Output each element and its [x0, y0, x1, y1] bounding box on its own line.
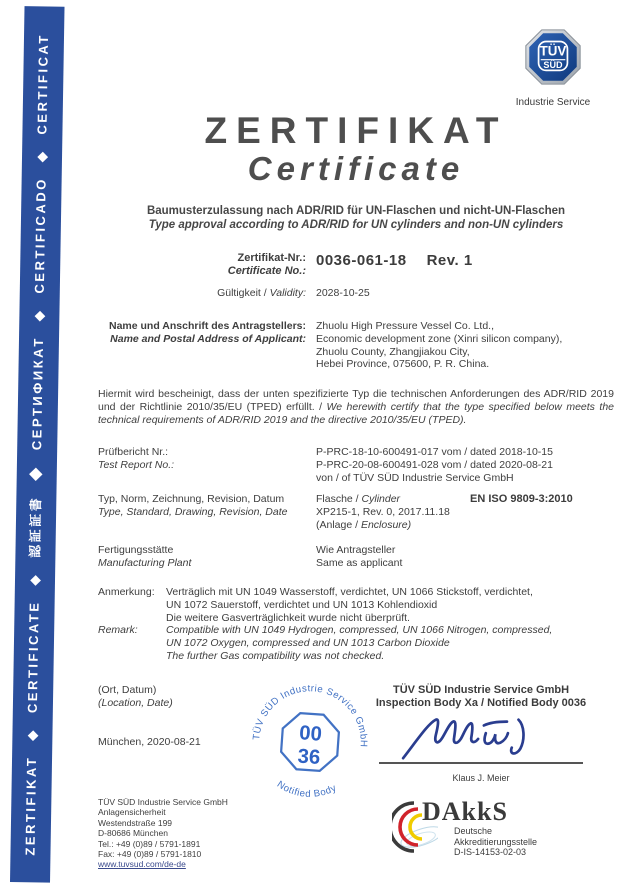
- certificate-number-label-de: Zertifikat-Nr.:: [237, 252, 306, 264]
- statement-german: Hiermit wird bescheinigt, dass der unten spezifizierte Typ die technischen Anforderungen des ADR/RID 2019 und der Richtlinie 2010/35/EU (TPED) erfüllt. /: [98, 388, 614, 413]
- certification-statement: [98, 388, 614, 427]
- issuer-address: [98, 797, 228, 870]
- remark-text-en: [166, 624, 614, 662]
- applicant-line: Zhuolu High Pressure Vessel Co. Ltd.,: [316, 320, 495, 332]
- certificate-revision: Rev. 1: [426, 252, 473, 269]
- validity-label: [98, 287, 306, 300]
- city-date: München, 2020-08-21: [98, 736, 201, 748]
- standard-reference: EN ISO 9809-3:2010: [470, 493, 573, 505]
- plant-label: [98, 544, 306, 570]
- applicant-line: Zhuolu County, Zhangjiakou City,: [316, 345, 470, 358]
- enclosure-de: (Anlage /: [316, 518, 361, 531]
- dakks-line: D-IS-14153-02-03: [454, 847, 527, 858]
- test-report-label-en: Test Report No.:: [98, 458, 175, 471]
- enclosure-en: Enclosure): [360, 518, 412, 531]
- logo-tuv-text: TÜV: [539, 43, 567, 59]
- dakks-line: Deutsche: [454, 826, 493, 836]
- plant-value-de: Wie Antragsteller: [316, 544, 396, 556]
- remark-line: UN 1072 Oxygen, compressed and UN 1013 Carbon Dioxide: [166, 637, 450, 650]
- side-band-text: ZERTIFIKAT ◆ CERTIFICATE ◆ 認証証書 ◆ СЕРТИФИКАТ ◆ CERTIFICADO ◆ CERTIFICAT: [22, 33, 52, 856]
- test-report-line: P-PRC-18-10-600491-017 vom / dated 2018-10-15: [316, 446, 553, 458]
- subtitle-english: Type approval according to ADR/RID for UN cylinders and non-UN cylinders: [148, 218, 564, 231]
- stamp-number-top: 00: [298, 722, 323, 746]
- type-drawing: XP215-1, Rev. 0, 2017.11.18: [316, 505, 450, 518]
- address-line: TÜV SÜD Industrie Service GmbH: [98, 797, 228, 807]
- location-date-de: (Ort, Datum): [98, 684, 157, 696]
- applicant-line: Economic development zone (Xinri silicon company),: [316, 332, 563, 345]
- type-value-de: Flasche /: [316, 493, 362, 505]
- certificate-side-band: [10, 6, 65, 883]
- type-value-en: Cylinder: [361, 493, 401, 505]
- remark-section: [98, 586, 614, 663]
- logo-sud-text: SÜD: [543, 60, 563, 71]
- remark-line: Verträglich mit UN 1049 Wasserstoff, verdichtet, UN 1066 Stickstoff, verdichtet,: [166, 586, 533, 598]
- certificate-body: [98, 0, 614, 890]
- certificate-number-label-en: Certificate No.:: [227, 265, 306, 277]
- remark-label-en: Remark:: [98, 624, 138, 637]
- validity-label-en: Validity:: [269, 287, 306, 299]
- test-report-values: [316, 446, 553, 484]
- plant-row: [98, 544, 614, 570]
- remark-line: Die weitere Gasverträglichkeit wurde nicht überprüft.: [166, 611, 410, 624]
- certificate-number-label: [98, 252, 306, 278]
- type-label-en: Type, Standard, Drawing, Revision, Date: [98, 505, 288, 518]
- signature-block: [375, 684, 587, 783]
- tuv-sud-logo: [503, 26, 603, 108]
- plant-values: [316, 544, 402, 570]
- remark-line: Compatible with UN 1049 Hydrogen, compressed, UN 1066 Nitrogen, compressed,: [166, 624, 553, 637]
- subtitle-german: Baumusterzulassung nach ADR/RID für UN-Flaschen und nicht-UN-Flaschen: [146, 205, 566, 217]
- remark-line: UN 1072 Sauerstoff, verdichtet und UN 1013 Kohlendioxid: [166, 598, 438, 611]
- statement-english: We herewith certify that the type specified below meets the technical requirements of ADR/RID 2019 and the directive 2010/35/EU (TPED).: [98, 401, 614, 426]
- title-english: Certificate: [247, 150, 465, 187]
- plant-label-en: Manufacturing Plant: [98, 556, 192, 569]
- plant-value-en: Same as applicant: [316, 556, 403, 569]
- logo-caption: Industrie Service: [515, 97, 591, 108]
- applicant-row: [98, 320, 614, 371]
- inspection-body-company: TÜV SÜD Industrie Service GmbH: [392, 684, 570, 696]
- address-line: Fax: +49 (0)89 / 5791-1810: [98, 849, 202, 860]
- title-german: ZERTIFIKAT: [204, 110, 508, 151]
- type-enclosure: [316, 519, 450, 532]
- validity-row: [98, 287, 614, 300]
- test-report-line: P-PRC-20-08-600491-028 vom / dated 2020-08-21: [316, 458, 553, 471]
- address-line: Westendstraße 199: [98, 817, 173, 828]
- subtitle: [98, 205, 614, 232]
- dakks-line: Akkreditierungsstelle: [454, 836, 538, 847]
- test-report-row: [98, 446, 614, 484]
- plant-label-de: Fertigungsstätte: [98, 544, 174, 556]
- stamp-icon: [240, 672, 381, 813]
- remark-text-de: [166, 586, 614, 624]
- validity-label-de: Gültigkeit /: [217, 287, 270, 299]
- stamp-ring-bottom-text: Notified Body: [274, 778, 339, 800]
- signature-line: [379, 762, 583, 764]
- test-report-label: [98, 446, 306, 484]
- type-label: [98, 493, 306, 531]
- certificate-number-value: [316, 252, 473, 278]
- dakks-accreditation: [392, 799, 612, 869]
- remark-line: The further Gas compatibility was not checked.: [166, 649, 385, 662]
- type-value-line: [316, 493, 450, 506]
- svg-text:Notified Body: [274, 779, 339, 802]
- location-date-label: [98, 684, 173, 709]
- applicant-label-de: Name und Anschrift des Antragstellers:: [108, 320, 306, 332]
- type-label-de: Typ, Norm, Zeichnung, Revision, Datum: [98, 493, 285, 505]
- applicant-label: [98, 320, 306, 371]
- applicant-line: Hebei Province, 075600, P. R. China.: [316, 358, 490, 371]
- certificate-number-row: [98, 252, 614, 278]
- tuv-sud-octagon-icon: [522, 26, 584, 88]
- type-values: [316, 493, 450, 531]
- stamp-number-bottom: 36: [296, 745, 321, 770]
- test-report-label-de: Prüfbericht Nr.:: [98, 446, 169, 458]
- applicant-address: [316, 320, 562, 371]
- address-line: D-80686 München: [98, 828, 168, 839]
- location-date-en: (Location, Date): [98, 696, 173, 709]
- remark-label-de: Anmerkung:: [98, 586, 155, 598]
- stamp-ring-top-text: TÜV SÜD Industrie Service GmbH: [251, 683, 369, 748]
- inspection-body-line: Inspection Body Xa / Notified Body 0036: [375, 697, 587, 709]
- address-line: Tel.: +49 (0)89 / 5791-1891: [98, 838, 201, 849]
- certificate-number: 0036-061-18: [316, 252, 407, 269]
- dakks-wordmark: DAkkS: [422, 797, 508, 826]
- notified-body-stamp: [244, 676, 376, 813]
- dakks-text: [454, 826, 537, 858]
- signature-icon: [396, 712, 566, 762]
- address-line: Anlagensicherheit: [98, 807, 166, 818]
- test-report-line: von / of TÜV SÜD Industrie Service GmbH: [316, 471, 514, 484]
- website-link[interactable]: www.tuvsud.com/de-de: [98, 859, 186, 870]
- signer-name: Klaus J. Meier: [452, 773, 510, 783]
- applicant-label-en: Name and Postal Address of Applicant:: [110, 332, 306, 345]
- validity-value: 2028-10-25: [316, 287, 370, 299]
